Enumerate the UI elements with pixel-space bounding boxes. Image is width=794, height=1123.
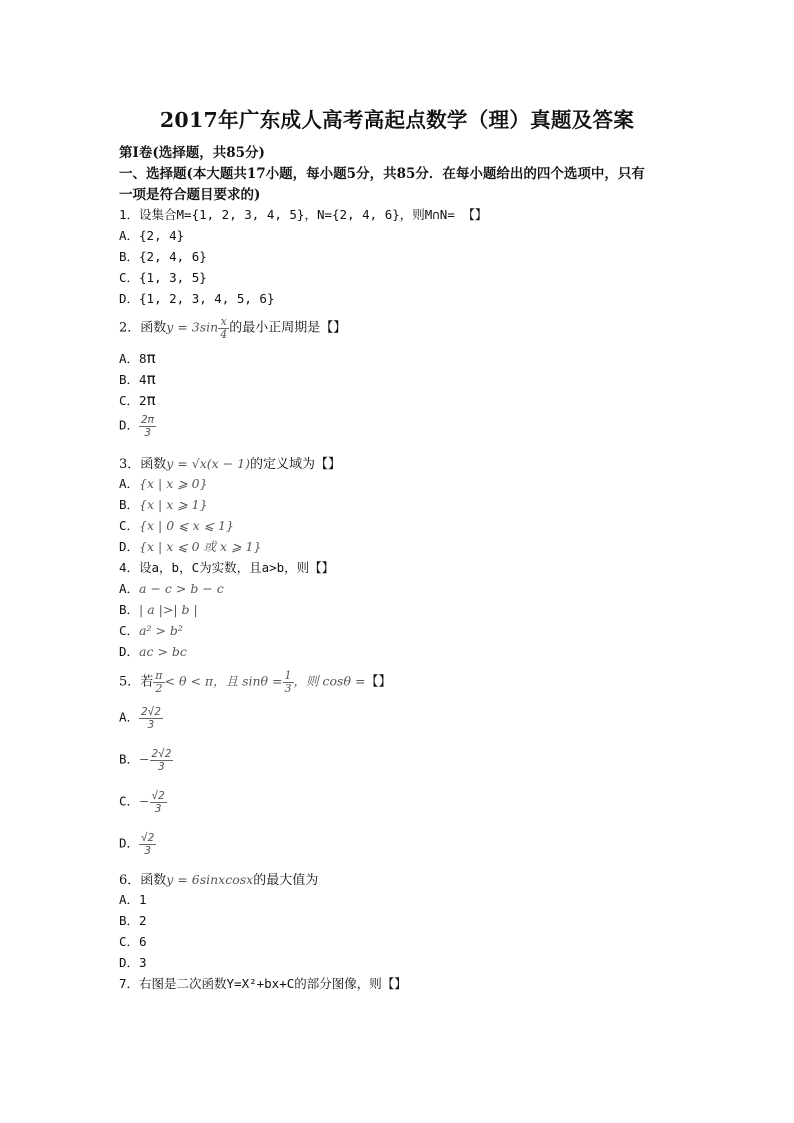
q5-condition: < θ < π，且 sinθ = <box>164 673 283 689</box>
volume-heading: 第Ⅰ卷(选择题，共85分) <box>119 145 265 161</box>
q3-option-c-value: {x | 0 ⩽ x ⩽ 1} <box>139 518 234 533</box>
q2-formula-fraction <box>218 316 229 340</box>
q5-d-den: 3 <box>144 843 151 857</box>
q5-option-d <box>119 832 156 856</box>
q2-option-b <box>119 370 156 388</box>
q4-option-b-value: | a |>| b | <box>139 602 198 617</box>
q5-frac2-num: 1 <box>284 669 292 682</box>
q2-stem <box>119 316 346 340</box>
q5-option-d-fraction <box>139 832 156 856</box>
q5-c-den: 3 <box>154 801 162 815</box>
q4-option-c-value: a² > b² <box>139 623 183 638</box>
q5-suffix: 【】 <box>365 674 392 690</box>
q1-stem: 1．设集合M={1, 2, 3, 4, 5}，N={2, 4, 6}，则M∩N= 【】 <box>119 207 488 222</box>
q4-option-c <box>119 621 183 639</box>
q6-stem <box>119 869 318 888</box>
q5-c-sign: − <box>139 793 150 809</box>
q6-option-c: C．6 <box>119 934 147 949</box>
q2-formula: y = 3sin <box>166 319 219 335</box>
q6-suffix: 的最大值为 <box>253 873 319 888</box>
q6-formula: y = 6sinxcosx <box>166 872 254 887</box>
q2-suffix: 的最小正周期是【】 <box>229 320 347 336</box>
q3-option-b-label: B． <box>119 497 140 512</box>
q2-option-a-label: A．8 <box>119 351 147 366</box>
q5-option-a-label: A． <box>119 709 140 725</box>
q4-option-b-label: B． <box>119 602 140 617</box>
q5-option-d-label: D． <box>119 835 140 851</box>
q6-option-d: D．3 <box>119 955 147 970</box>
q5-c-num: √2 <box>151 789 165 802</box>
q3-option-b <box>119 495 208 513</box>
q2-prefix: 2．函数 <box>119 320 167 336</box>
q1-option-d: D．{1, 2, 3, 4, 5, 6} <box>119 291 275 306</box>
page-title: 2017年广东成人高考高起点数学（理）真题及答案 <box>159 108 635 132</box>
q5-frac1-den: 2 <box>155 681 163 695</box>
q2-frac-num: x <box>218 316 229 329</box>
q3-suffix: 的定义域为【】 <box>249 457 341 472</box>
q5-b-sign: − <box>139 751 150 767</box>
q5-option-c <box>119 790 167 814</box>
section-instructions-line1: 一、选择题(本大题共17小题，每小题5分，共85分．在每小题给出的四个选项中，只有 <box>119 166 645 182</box>
q5-option-c-fraction <box>150 790 167 814</box>
q6-option-a: A．1 <box>119 892 147 907</box>
q5-frac1-num: π <box>155 669 163 682</box>
q3-formula: y = √x(x − 1) <box>166 456 250 471</box>
q2-frac-den: 4 <box>220 327 228 341</box>
q5-question: ，则 cosθ = <box>293 673 366 689</box>
q4-option-a-value: a − c > b − c <box>139 581 224 596</box>
q5-option-b-fraction <box>150 748 174 772</box>
q5-d-num: √2 <box>141 831 155 844</box>
q3-option-d-value: {x | x ⩽ 0 或 x ⩾ 1} <box>139 539 262 554</box>
q7-stem: 7．右图是二次函数Y=X²+bx+C的部分图像，则【】 <box>119 976 407 991</box>
q3-option-d <box>119 537 261 555</box>
q2-option-c-label: C．2 <box>119 393 147 408</box>
q4-option-d-label: D． <box>119 644 140 659</box>
q1-option-c: C．{1, 3, 5} <box>119 270 207 285</box>
q2-option-a <box>119 349 156 367</box>
q3-option-a-value: {x | x ⩾ 0} <box>139 476 208 491</box>
q6-prefix: 6．函数 <box>119 873 167 888</box>
q5-fraction-one-third <box>283 670 294 694</box>
q4-option-d-value: ac > bc <box>139 644 187 659</box>
q5-b-num: 2√2 <box>151 747 172 760</box>
q2-option-d-label: D． <box>119 417 140 433</box>
q1-option-a: A．{2, 4} <box>119 228 185 243</box>
q4-option-c-label: C． <box>119 623 140 638</box>
pi-symbol: π <box>146 370 156 388</box>
q5-stem <box>119 670 391 694</box>
q5-option-a-fraction <box>139 706 163 730</box>
pi-symbol: π <box>146 391 156 409</box>
q3-stem <box>119 453 341 472</box>
q2-option-d <box>119 414 156 438</box>
pi-symbol: π <box>146 349 156 367</box>
q2-d-den: 3 <box>144 425 151 439</box>
q5-prefix: 5．若 <box>119 674 154 690</box>
q3-option-b-value: {x | x ⩾ 1} <box>139 497 208 512</box>
q5-option-c-label: C． <box>119 793 140 809</box>
q3-prefix: 3．函数 <box>119 457 167 472</box>
q3-option-a-label: A． <box>119 476 140 491</box>
q2-d-num: 2π <box>141 413 155 426</box>
section-instructions-line2: 一项是符合题目要求的) <box>119 187 261 203</box>
q3-option-a <box>119 474 208 492</box>
q2-option-b-label: B．4 <box>119 372 147 387</box>
q4-option-a <box>119 579 224 597</box>
q4-option-d <box>119 642 187 660</box>
q3-option-c-label: C． <box>119 518 140 533</box>
q5-option-b <box>119 748 173 772</box>
q4-option-a-label: A． <box>119 581 140 596</box>
q5-frac2-den: 3 <box>284 681 292 695</box>
q5-option-b-label: B． <box>119 751 140 767</box>
q6-option-b: B．2 <box>119 913 147 928</box>
q2-option-c <box>119 391 156 409</box>
q4-stem: 4．设a，b，C为实数，且a>b，则【】 <box>119 560 335 575</box>
q3-option-c <box>119 516 234 534</box>
q1-option-b: B．{2, 4, 6} <box>119 249 207 264</box>
q5-fraction-pi-half <box>153 670 164 694</box>
q4-option-b <box>119 600 198 618</box>
q5-option-a <box>119 706 163 730</box>
q3-option-d-label: D． <box>119 539 140 554</box>
q5-a-num: 2√2 <box>141 705 161 718</box>
q5-a-den: 3 <box>147 717 155 731</box>
q2-option-d-fraction <box>139 414 156 438</box>
q5-b-den: 3 <box>158 759 165 773</box>
